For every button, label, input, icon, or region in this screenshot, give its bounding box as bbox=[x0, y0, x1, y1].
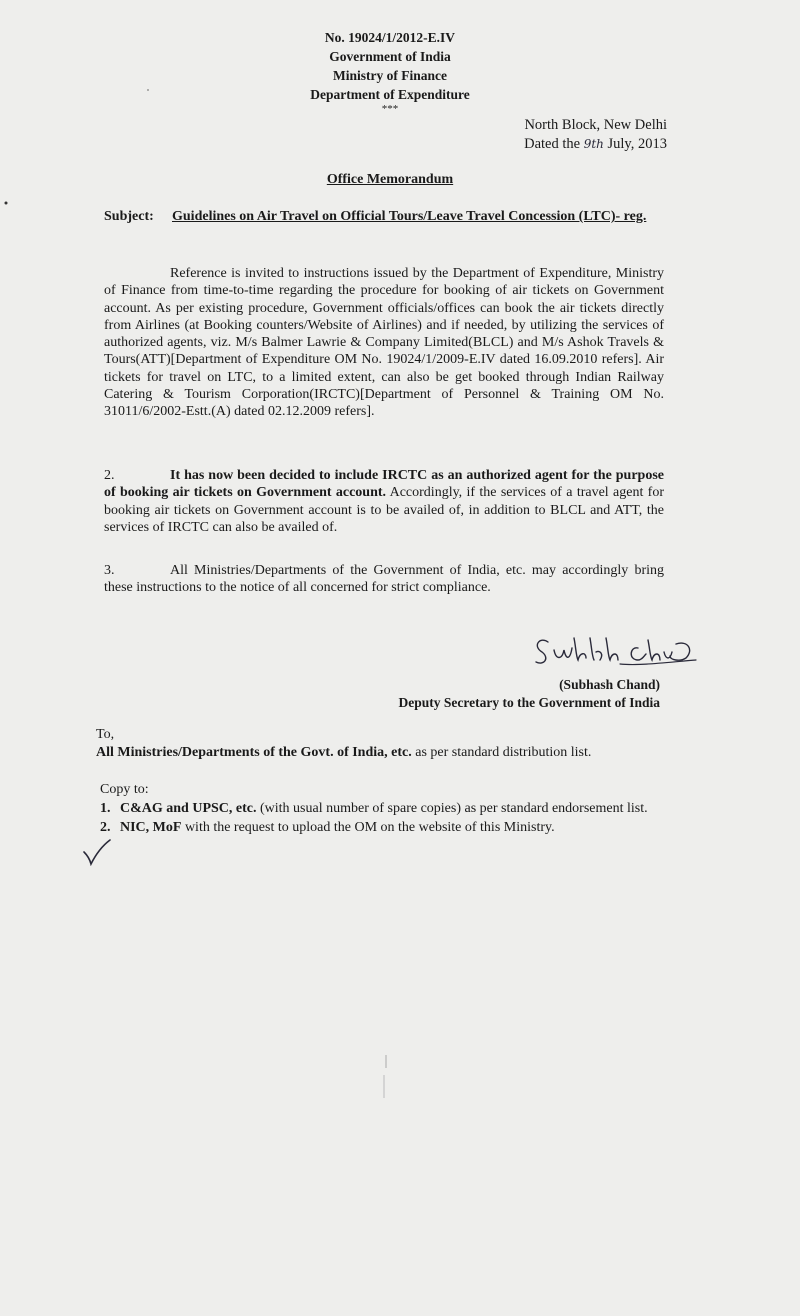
paragraph-2-rest: Accordingly, if the services of a travel agent for booking air tickets on Government account is to be availed of, in addition to BLCL and ATT, the services of IRCTC can also be availed of. bbox=[104, 485, 665, 535]
copy-item-number: 1. bbox=[100, 801, 111, 816]
paragraph-2-number: 2. bbox=[104, 468, 115, 483]
dated-prefix: Dated the bbox=[524, 136, 581, 152]
paragraph-3-text: All Ministries/Departments of the Government of India, etc. may accordingly bring these instructions to the notice of all concerned for strict compliance. bbox=[104, 563, 664, 596]
paragraph-2-bold: It has now been decided to include IRCTC as an authorized agent for the purpose of booking air tickets on Government account. bbox=[104, 468, 664, 501]
handwritten-day: 9th bbox=[583, 137, 604, 151]
memo-title: Office Memorandum bbox=[326, 172, 454, 187]
recipients-rest: as per standard distribution list. bbox=[411, 745, 592, 760]
signatory-designation: Deputy Secretary to the Government of India bbox=[398, 695, 660, 710]
subject-label: Subject: bbox=[104, 209, 154, 224]
government-name: Government of India bbox=[329, 49, 451, 64]
recipients-bold: All Ministries/Departments of the Govt. of India, etc. bbox=[96, 745, 412, 760]
department-name: Department of Expenditure bbox=[310, 87, 470, 102]
copy-item-bold: NIC, MoF bbox=[120, 820, 182, 835]
subject-text: Guidelines on Air Travel on Official Tours/Leave Travel Concession (LTC)- reg. bbox=[172, 209, 647, 224]
paragraph-1-text: Reference is invited to instructions issued by the Department of Expenditure, Ministry of Finance from time-to-time regarding the procedure for booking of air tickets on Government account. As per existing procedure, Government officials/offices can book the air tickets directly from Airlines (at Booking counters/Website of Airlines) and if needed, by utilizing the services of authorized agents, viz. M/s Balmer Lawrie & Company Limited(BLCL) and M/s Ashok Travels & Tours(ATT)[Department of Expenditure OM No. 19024/1/2009-E.IV dated 16.09.2010 refers]. Air tickets for travel on LTC, to a limited extent, can also be get booked through Indian Railway Catering & Tourism Corporation(IRCTC)[Department of Personnel & Training OM No. 31011/6/2002-Estt.(A) dated 02.12.2009 refers]. bbox=[104, 266, 664, 420]
copy-item-number: 2. bbox=[100, 820, 111, 835]
place: North Block, New Delhi bbox=[524, 117, 667, 133]
ministry-name: Ministry of Finance bbox=[333, 68, 447, 83]
paragraph-3-number: 3. bbox=[104, 563, 115, 578]
copy-item-rest: with the request to upload the OM on the website of this Ministry. bbox=[181, 820, 555, 835]
to-label: To, bbox=[96, 727, 115, 742]
signatory-name: (Subhash Chand) bbox=[559, 677, 660, 692]
copy-item-bold: C&AG and UPSC, etc. bbox=[120, 801, 257, 816]
reference-number: No. 19024/1/2012-E.IV bbox=[324, 30, 456, 45]
copy-to-label: Copy to: bbox=[100, 782, 149, 797]
copy-item-rest: (with usual number of spare copies) as per standard endorsement list. bbox=[256, 801, 648, 816]
header-separator: *** bbox=[381, 103, 399, 115]
dated-suffix: July, 2013 bbox=[607, 136, 667, 152]
